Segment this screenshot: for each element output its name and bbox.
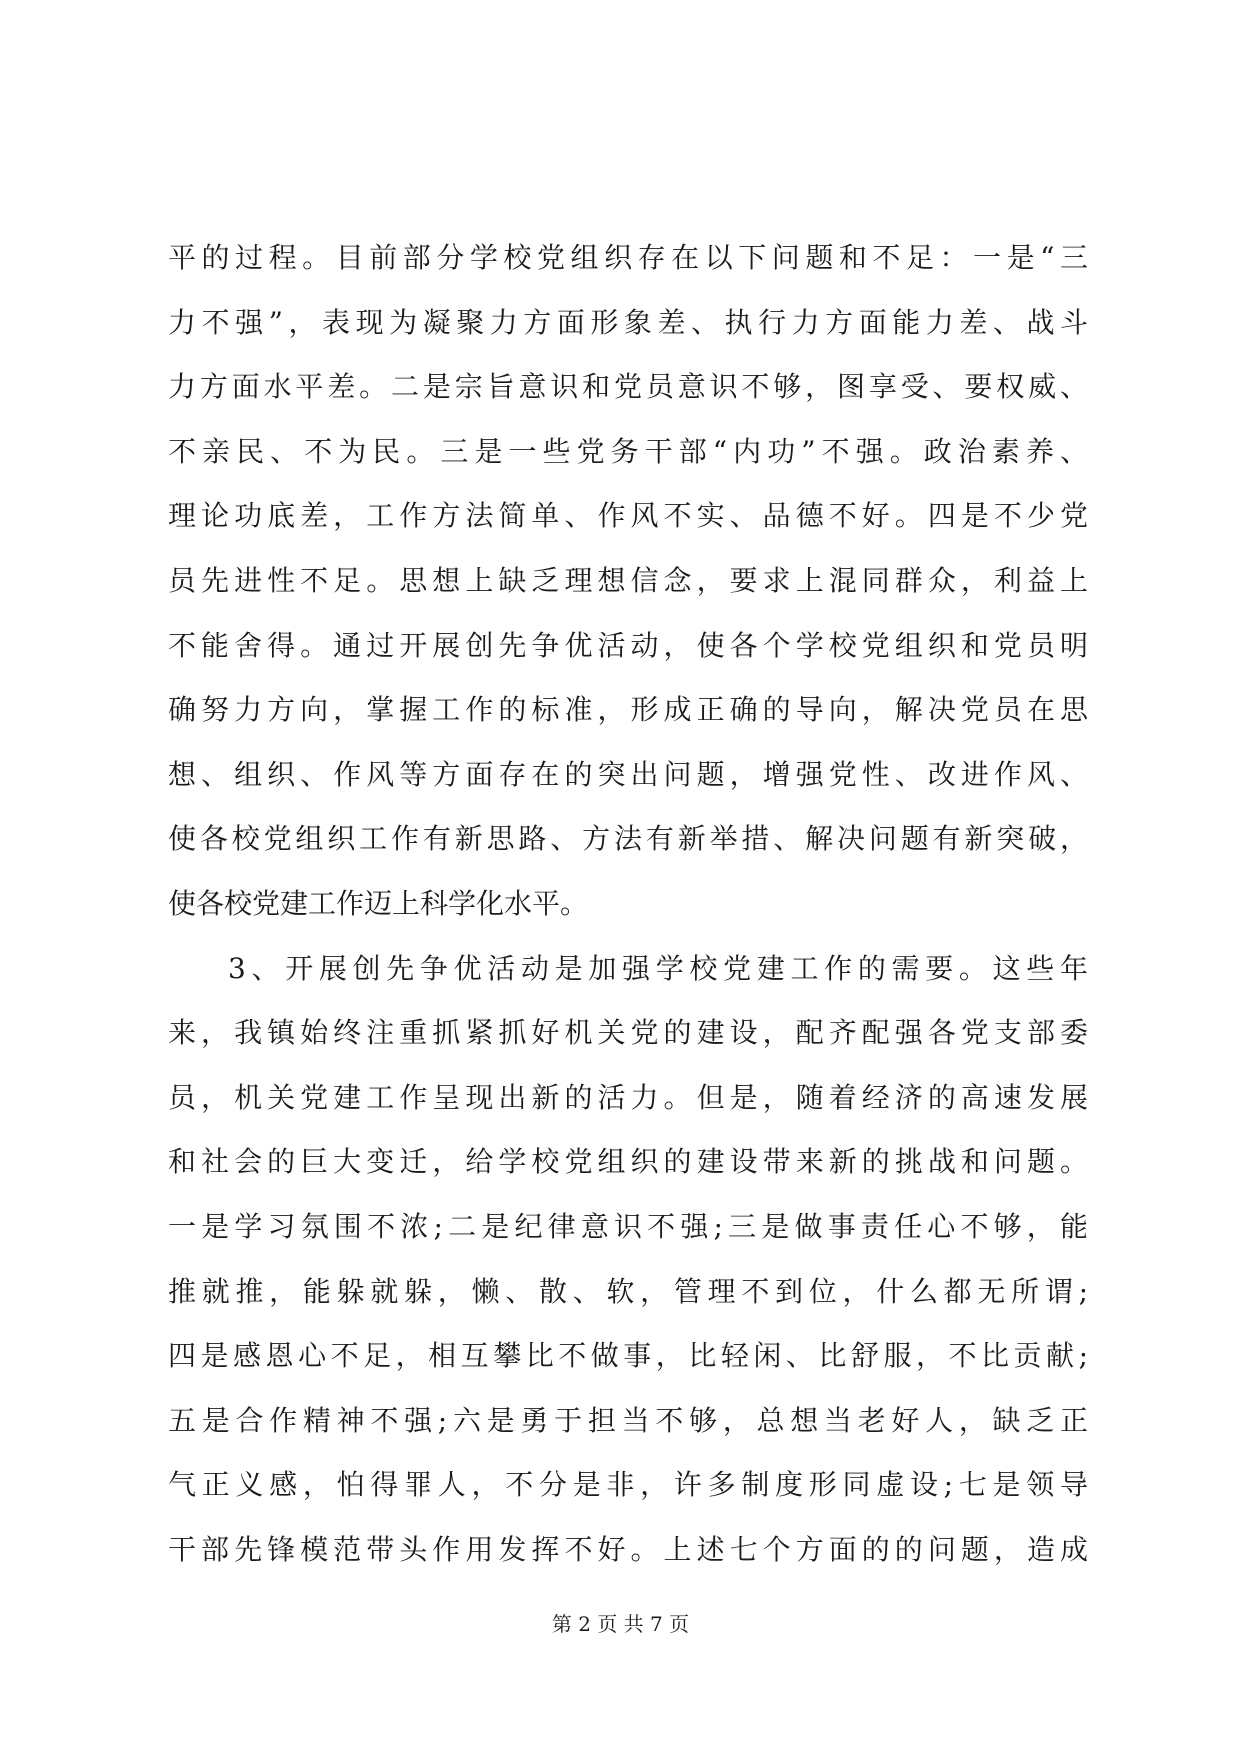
text-line: 力不强”，表现为凝聚力方面形象差、执行力方面能力差、战斗 [168,305,1088,339]
text-line: 确努力方向，掌握工作的标准，形成正确的导向，解决党员在思 [168,693,1088,727]
text-line: 3、开展创先争优活动是加强学校党建工作的需要。这些年 [228,951,1088,985]
text-line: 气正义感，怕得罪人，不分是非，许多制度形同虚设;七是领导 [168,1468,1088,1502]
text-line: 推就推，能躲就躲，懒、散、软，管理不到位，什么都无所谓; [168,1274,1088,1308]
text-line: 使各校党组织工作有新思路、方法有新举措、解决问题有新突破， [168,822,1088,856]
text-line: 平的过程。目前部分学校党组织存在以下问题和不足：一是“三 [168,241,1088,274]
text-line: 五是合作精神不强;六是勇于担当不够，总想当老好人，缺乏正 [168,1403,1088,1437]
text-line: 和社会的巨大变迁，给学校党组织的建设带来新的挑战和问题。 [168,1145,1088,1179]
text-line: 力方面水平差。二是宗旨意识和党员意识不够，图享受、要权威、 [168,370,1088,404]
text-line: 员，机关党建工作呈现出新的活力。但是，随着经济的高速发展 [168,1080,1088,1114]
text-line: 干部先锋模范带头作用发挥不好。上述七个方面的的问题，造成 [168,1532,1088,1566]
text-line: 员先进性不足。思想上缺乏理想信念，要求上混同群众，利益上 [168,563,1088,597]
text-line: 想、组织、作风等方面存在的突出问题，增强党性、改进作风、 [168,757,1088,791]
text-line: 理论功底差，工作方法简单、作风不实、品德不好。四是不少党 [168,499,1088,533]
document-body [168,226,1088,1582]
text-line: 不亲民、不为民。三是一些党务干部“内功”不强。政治素养、 [168,434,1088,468]
page-number-footer: 第 2 页 共 7 页 [551,1612,690,1636]
paragraph-1 [168,226,1088,937]
text-line: 四是感恩心不足，相互攀比不做事，比轻闲、比舒服，不比贡献; [168,1339,1088,1373]
text-line: 使各校党建工作迈上科学化水平。 [168,886,589,920]
text-line: 不能舍得。通过开展创先争优活动，使各个学校党组织和党员明 [168,628,1088,662]
text-line: 来，我镇始终注重抓紧抓好机关党的建设，配齐配强各党支部委 [168,1016,1088,1050]
text-line: 一是学习氛围不浓;二是纪律意识不强;三是做事责任心不够，能 [168,1209,1088,1243]
paragraph-2 [168,937,1088,1583]
